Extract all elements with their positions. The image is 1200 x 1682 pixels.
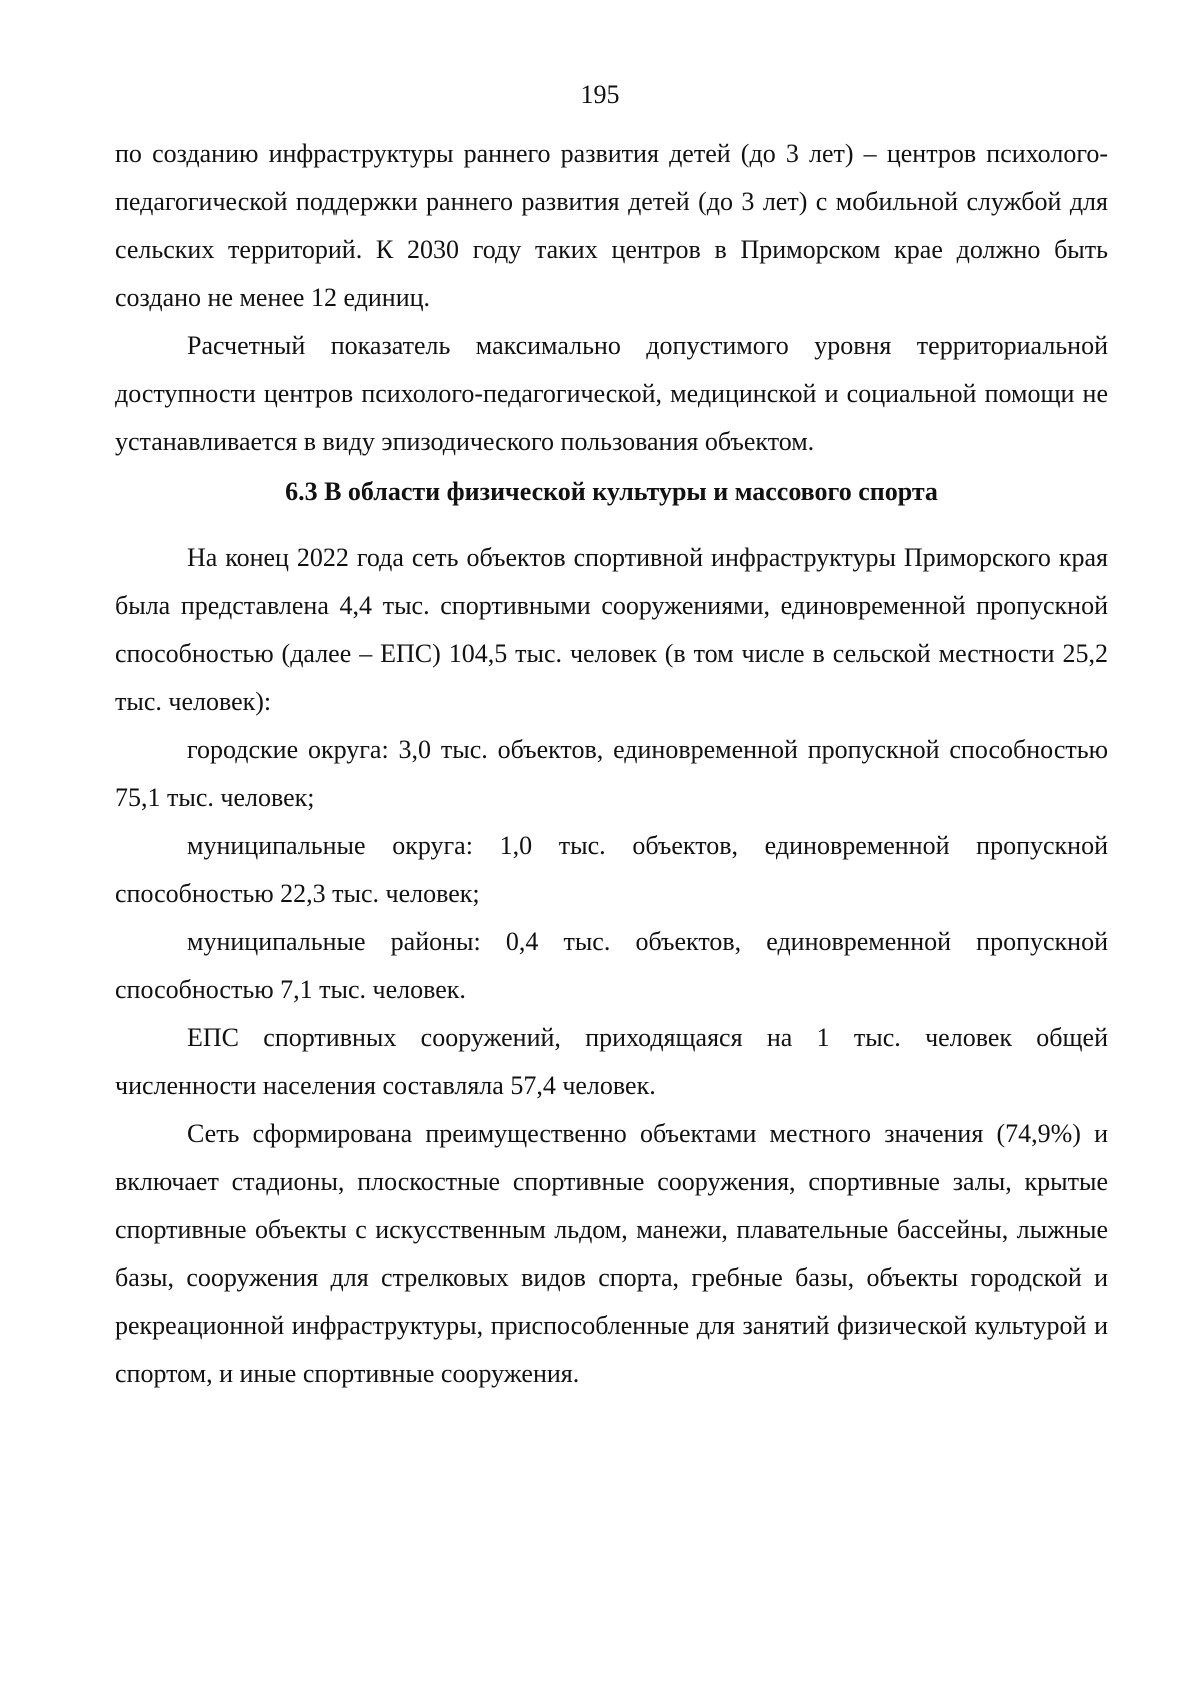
paragraph-2: Расчетный показатель максимально допустимого уровня территориальной доступности центров психолого-педагогической, медицинской и социальной помощи не устанавливается в виду эпизодического пользования объектом. <box>115 331 1108 456</box>
paragraph-5: муниципальные округа: 1,0 тыс. объектов, единовременной пропускной способностью 22,3 тыс. человек; <box>115 831 1108 908</box>
paragraph-7: ЕПС спортивных сооружений, приходящаяся на 1 тыс. человек общей численности населения составляла 57,4 человек. <box>115 1023 1108 1100</box>
text-block-1 <box>115 130 1108 466</box>
paragraph-4: городские округа: 3,0 тыс. объектов, единовременной пропускной способностью 75,1 тыс. человек; <box>115 735 1108 812</box>
paragraph-8: Сеть сформирована преимущественно объектами местного значения (74,9%) и включает стадионы, плоскостные спортивные сооружения, спортивные залы, крытые спортивные объекты с искусственным льдом, манежи, плавательные бассейны, лыжные базы, сооружения для стрелковых видов спорта, гребные базы, объекты городской и рекреационной инфраструктуры, приспособленные для занятий физической культурой и спортом, и иные спортивные сооружения. <box>115 1119 1108 1388</box>
paragraph-3: На конец 2022 года сеть объектов спортивной инфраструктуры Приморского края была представлена 4,4 тыс. спортивными сооружениями, единовременной пропускной способностью (далее – ЕПС) 104,5 тыс. человек (в том числе в сельской местности 25,2 тыс. человек): <box>115 543 1108 716</box>
page-number: 195 <box>580 80 620 109</box>
text-block-2 <box>115 534 1108 1398</box>
section-heading-block <box>115 468 1108 516</box>
paragraph-6: муниципальные районы: 0,4 тыс. объектов, единовременной пропускной способностью 7,1 тыс. человек. <box>115 927 1108 1004</box>
paragraph-1: по созданию инфраструктуры раннего развития детей (до 3 лет) – центров психолого-педагогической поддержки раннего развития детей (до 3 лет) с мобильной службой для сельских территорий. К 2030 году таких центров в Приморском крае должно быть создано не менее 12 единиц. <box>115 139 1108 312</box>
section-heading: 6.3 В области физической культуры и массового спорта <box>285 477 938 506</box>
